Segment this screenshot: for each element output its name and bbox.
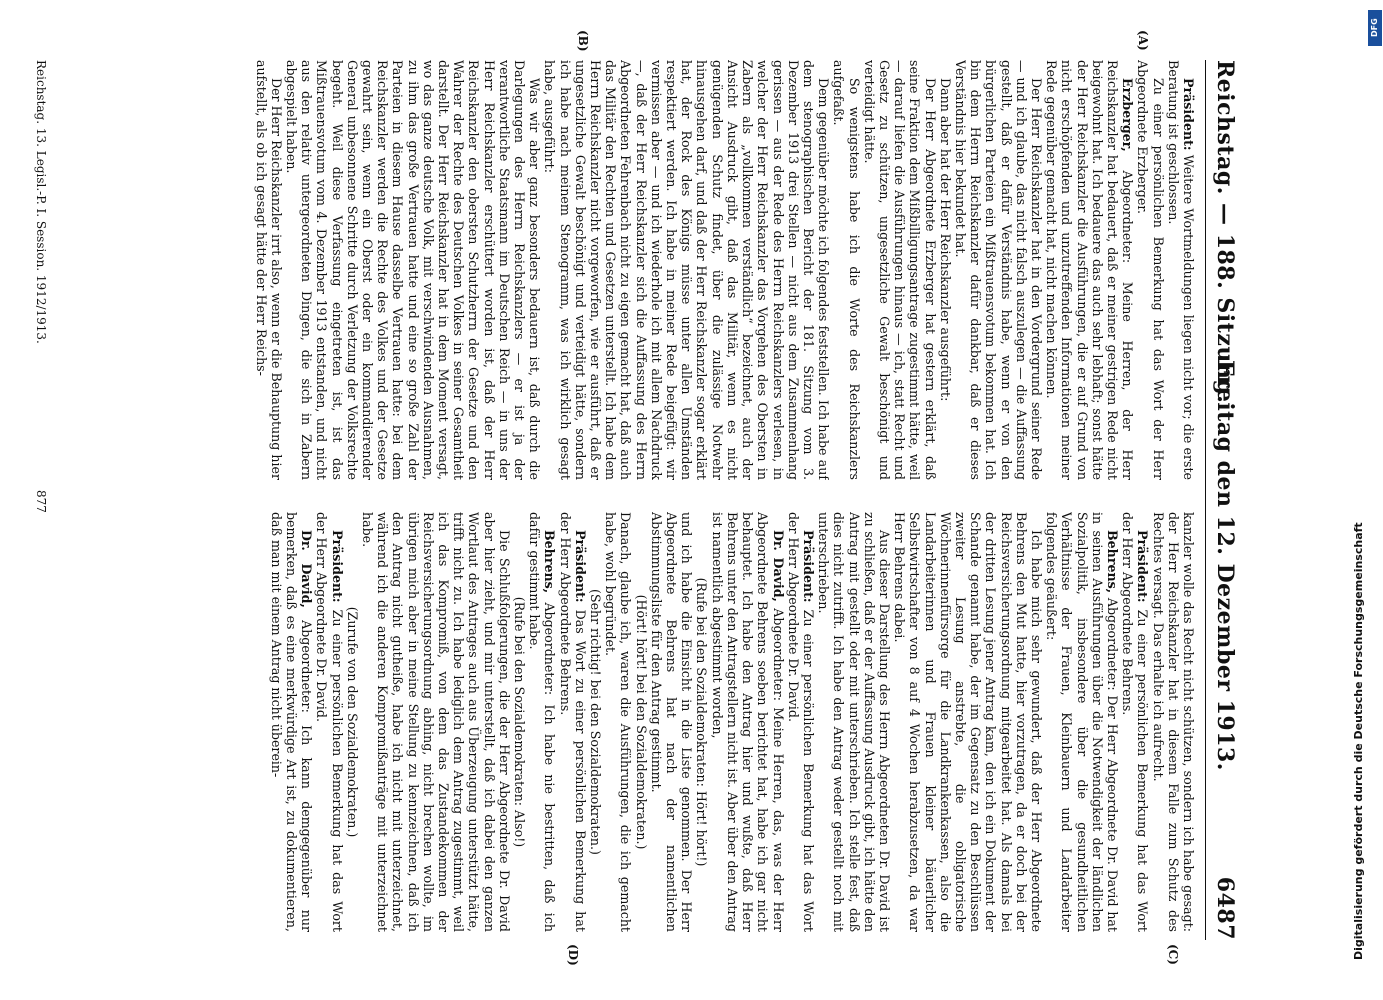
paragraph-text: Der Herr Abgeordnete Erzberger hat gestern erklärt, daß seine Fraktion dem Mißbilligungsantrage zugestimmt hätte, weil — darauf liefen die Ausführungen hinaus — ich, statt Recht und Gesetz zu schützen, ungesetzliche Gewalt beschönigt und verteidigt hätte.	[861, 60, 938, 480]
paragraph-text: (Sehr richtig! bei den Sozialdemokraten.)	[588, 589, 604, 855]
paragraph	[786, 512, 816, 932]
paragraph	[862, 60, 938, 480]
speaker-name: Präsident:	[800, 530, 816, 603]
speaker-name: Dr. David,	[299, 530, 315, 608]
paragraph	[1120, 512, 1150, 932]
speaker-name: Behrens,	[542, 530, 558, 594]
paragraph	[816, 512, 892, 932]
paragraph	[588, 512, 603, 932]
paragraph	[1044, 60, 1135, 480]
speaker-name: Präsident:	[1181, 78, 1196, 151]
paragraph-text: Zu einer persönlichen Bemerkung hat das Wort der Herr Abgeordnete Dr. David.	[314, 512, 345, 932]
paragraph-text: (Rufe bei den Sozialdemokraten: Hört! hört!)	[694, 577, 710, 867]
paragraph-text: Die Schlußfolgerungen, die der Herr Abgeordnete Dr. David aber hier zieht, und mir unterstellt, daß ich dabei den ganzen Wortlaut des Antrages auch aus Überzeugung unterstützt hätte, trifft nicht zu. Ich habe lediglich dem Antrag zugestimmt, weil ich das Kompromiß, von dem das Zustandekommen der Reichsversicherungsordnung abhing, nicht brechen wollte, im übrigen mich aber in meine Stellung zu kennzeichnen, daß ich den Antrag nicht gutheiße, habe ich nicht mit unterzeichnet, während ich die anderen Kompromißanträge mit unterzeichnet habe.	[360, 512, 512, 932]
paragraph-text: Abgeordneter: Meine Herren, das, was der Herr Abgeordnete Behrens soeben berichtet hat, habe ich gar nicht behauptet. Ich habe den Antrag hier und wußte, daß Herr Behrens unter den Antragstellern nicht ist. Aber über den Antrag ist namentlich abgestimmt worden,	[709, 512, 786, 932]
paragraph	[710, 512, 786, 932]
paragraph	[542, 60, 831, 480]
paragraph	[557, 512, 587, 932]
paragraph-text: Ich habe mich sehr gewundert, daß der Herr Abgeordnete Behrens den Mut hatte, hier vorzutragen, da er doch bei der Reichsversicherungsordnung mitgearbeitet hat. Als damals bei der dritten Lesung jener Antrag kam, den ich ein Dokument der Schande genannt habe, der im Gegensatz zu den Beschlüssen zweiter Lesung anstrebte, die obligatorische Wöchnerinnenfürsorge für die Landkrankenkassen, also die Landarbeiterinnen und Frauen kleiner bäuerlicher Selbstwirtschafter von 8 auf 4 Wochen herabzusetzen, da war Herr Behrens dabei.	[892, 512, 1044, 932]
paragraph	[603, 512, 633, 932]
paragraph-text: Dann aber hat der Herr Reichskanzler ausgeführt:	[937, 78, 953, 402]
paragraph-text: Zu einer persönlichen Bemerkung hat das Wort der Herr Abgeordnete Behrens.	[1120, 512, 1151, 932]
paragraph	[269, 512, 315, 932]
paragraph	[892, 512, 1044, 932]
paragraph	[633, 512, 648, 932]
paragraph	[1150, 512, 1196, 932]
running-head	[1208, 60, 1238, 940]
digitization-credit	[1352, 40, 1368, 1000]
paragraph	[314, 512, 344, 932]
paragraph	[694, 512, 709, 932]
paragraph	[360, 512, 512, 932]
paragraph-text: Abgeordneter: Ich kann demgegenüber nur bemerken, daß es eine merkwürdige Art ist, zu dokumentieren, daß man mit einem Antrag nicht überein-	[268, 512, 315, 932]
paragraph-text: Dem gegenüber möchte ich folgendes feststellen. Ich habe auf dem stenographischen Bericht der 181. Sitzung vom 3. Dezember 1913 drei Stellen — nicht aus dem Zusammenhang gerissen — aus der Rede des Herrn Reichskanzlers verlesen, in welcher der Herr Reichskanzler das Vorgehen des Obersten in Zabern als „vollkommen verständlich“ bezeichnet, auch der Ansicht Ausdruck gibt, daß das Militär, wenn es nicht genügenden Schutz findet, über die zulässige Notwehr hinausgehen darf, und daß der Herr Reichskanzler sogar erklärt hat, der Rock des Königs müsse unter allen Umständen respektiert werden. Ich habe in meiner Rede beigefügt: wir vermissen aber — und ich wiederhole ich mit allem Nachdruck —, daß der Herr Reichskanzler sich die Auffassung des Herrn Abgeordneten Fehrenbach nicht zu eigen gemacht hat, daß auch das Militär den Rechten und Gesetzen unterstellt. Ich habe dem Herrn Reichskanzler nicht vorgeworfen, wie er ausführt, daß er ungesetzliche Gewalt beschönigt und verteidigt hätte, sondern ich habe nach meinem Stenogramm, was ich wirklich gesagt habe, ausgeführt:	[542, 60, 832, 480]
paragraph-text: Zu einer persönlichen Bemerkung hat das Wort der Herr Abgeordnete Dr. David.	[785, 512, 816, 932]
paragraph-text: und ich habe die Einsicht in die Liste genommen. Der Herr Abgeordnete Behrens hat nach der namentlichen Abstimmungsliste für den Antrag gestimmt.	[648, 512, 695, 932]
paragraph	[831, 60, 861, 480]
paragraph	[953, 60, 1044, 480]
speaker-name: Behrens,	[1104, 530, 1120, 594]
speaker-name: Erzberger,	[1120, 78, 1136, 152]
footer-citation: Reichstag. 13. Legisl.-P. I. Session. 1912/1913.	[34, 60, 48, 344]
paragraph-text: Der Herr Reichskanzler hat in den Vordergrund seiner Rede — und ich glaube, das nicht falsch auszulegen — die Auffassung gestellt, daß er dafür Verständnis habe, wenn er von den bürgerlichen Parteien ein Mißtrauensvotum bekommen hat. Ich bin dem Herrn Reichskanzler dafür dankbar, daß er dieses Verständnis hier bekundet hat.	[952, 60, 1044, 480]
speaker-name: Dr. David,	[770, 530, 786, 602]
credit-text: Digitalisierung gefördert durch die Deutsche Forschungsgemeinschaft	[1352, 522, 1365, 960]
paragraph-text: Aus dieser Darstellung des Herrn Abgeordneten Dr. David ist zu schließen, daß er der Auffassung Ausdruck gibt, ich hätte den Antrag mit gestellt oder mit unterschrieben. Ich stelle fest, daß dies nicht zutrifft. Ich habe den Antrag weder gestellt noch mit unterschrieben.	[816, 512, 892, 932]
footer-sheet-number: 877	[34, 490, 48, 513]
speaker-name: Präsident:	[329, 530, 345, 603]
page-number: 6487	[1212, 876, 1238, 940]
paragraph	[284, 60, 542, 480]
paragraph-text: Abgeordneter: Ich habe nie bestritten, daß ich dafür gestimmt habe.	[527, 512, 558, 932]
paragraph-text: kanzler wolle das Recht nicht schützen, sondern ich habe gesagt: der Herr Reichskanzler hat in diesem Falle zum Schutz des Rechtes versagt. Das erhalte ich aufrecht.	[1150, 512, 1196, 932]
paragraph-text: Danach, glaube ich, waren die Ausführungen, die ich gemacht habe, wohl begründet.	[603, 512, 634, 932]
running-head-center: Freitag den 12. Dezember 1913.	[1212, 360, 1238, 771]
paragraph-text: (Hört! hört! bei den Sozialdemokraten.)	[633, 594, 649, 850]
margin-letter-b: (B)	[576, 30, 590, 52]
margin-letter-d: (D)	[566, 944, 580, 966]
paragraph-text: (Rufe bei den Sozialdemokraten: Also!)	[512, 596, 528, 848]
paragraph-text: (Zurufe von den Sozialdemokraten.)	[344, 606, 360, 838]
paragraph-text: Was wir aber ganz besonders bedauern ist, daß durch die Darlegungen des Herrn Reichskanzlers — er ist ja der verantwortliche Staatsmann im Deutschen Reich — in uns der Herr Reichskanzler erschüttert worden ist, daß der Herr Reichskanzler den obersten Schutzherrn der Gesetze und den Wahrer der Rechte des Deutschen Volkes in seiner Gesamtheit darstellt. Der Herr Reichskanzler hat in dem Moment versagt, wo das ganze deutsche Volk, mit verschwindenden Ausnahmen, zu ihm das große Vertrauen hatte und eine so große Zahl der Parteien in diesem Hause dasselbe Vertrauen hatte: bei dem Reichskanzler werden die Rechte des Volkes und der Gesetze gewahrt sein, wenn ein Oberst oder ein kommandierender General unbesonnene Schritte durch Verletzung der Volksrechte begeht. Weil diese Verfassung eingetreten ist, ist das Mißtrauensvotum vom 4. Dezember 1913 entstanden, und nicht aus den relativ untergeordneten Dingen, die sich in Zabern abgespielt haben.	[284, 60, 543, 480]
paragraph	[649, 512, 695, 932]
paragraph-text: Der Herr Reichskanzler irrt also, wenn er die Behauptung hier aufstellt, als ob ich gesagt hätte der Herr Reichs-	[253, 60, 284, 480]
paragraph	[345, 512, 360, 932]
paragraph-text: Zu einer persönlichen Bemerkung hat das Wort der Herr Abgeordnete Erzberger.	[1135, 60, 1166, 480]
paragraph-text: Weitere Wortmeldungen liegen nicht vor; die erste Beratung ist geschlossen.	[1165, 60, 1196, 480]
margin-letter-c: (C)	[1166, 944, 1180, 965]
paragraph-text: So wenigstens habe ich die Worte des Reichskanzlers aufgefaßt.	[831, 60, 862, 480]
dfg-logo: DFG	[1368, 10, 1382, 46]
paragraph	[1044, 512, 1120, 932]
paragraph-text: Das Wort zu einer persönlichen Bemerkung hat der Herr Abgeordnete Behrens.	[557, 512, 588, 932]
paragraph	[527, 512, 557, 932]
paragraph-text: Abgeordneter: Der Herr Abgeordnete Dr. David hat in seinen Ausführungen über die Notwendigkeit der ländlichen Sozialpolitik, insbesondere über die gesundheitlichen Verhältnisse der Frauen, Kleinbauern und Landarbeiter folgendes geäußert:	[1044, 512, 1120, 932]
paragraph	[1135, 60, 1165, 480]
speaker-name: Präsident:	[572, 530, 588, 603]
right-column	[56, 512, 1196, 932]
running-head-left: Reichstag. — 188. Sitzung.	[1212, 60, 1238, 404]
paragraph	[512, 512, 527, 932]
speaker-name: Präsident:	[1135, 530, 1151, 603]
header-rule	[1205, 60, 1206, 940]
paragraph	[253, 60, 283, 480]
margin-letter-a: (A)	[1136, 30, 1150, 51]
left-column	[56, 60, 1196, 480]
paragraph	[1166, 60, 1196, 480]
paragraph-text: Abgeordneter: Meine Herren, der Herr Reichskanzler hat bedauert, daß er meiner gestrigen Rede nicht beigewohnt hat. Ich bedauere das auch sehr lebhaft; sonst hätte der Herr Reichskanzler die Ausführungen, die er auf Grund von nicht erschöpfenden und unzutreffenden Informationen meiner Rede gegenüber gemacht hat, nicht machen können.	[1044, 60, 1136, 480]
paragraph	[938, 60, 953, 480]
